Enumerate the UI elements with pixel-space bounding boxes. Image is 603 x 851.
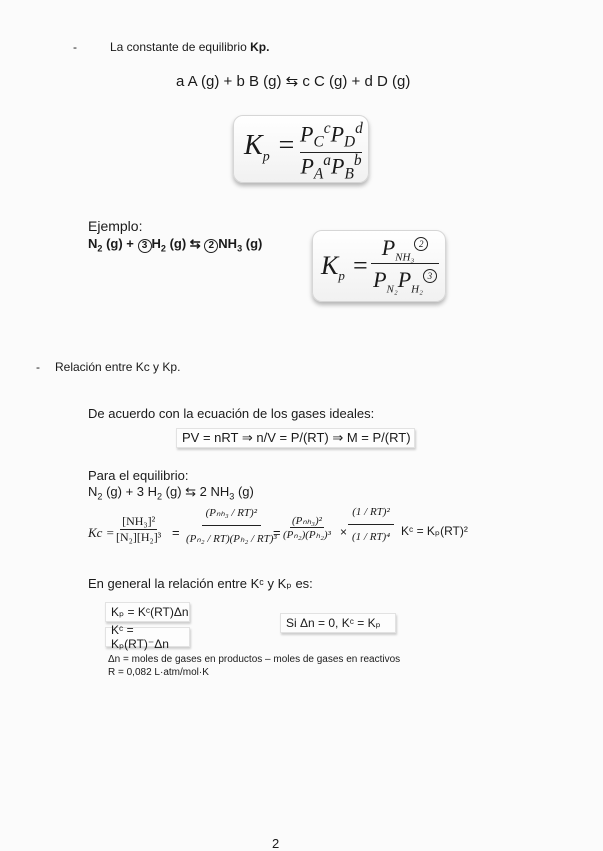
ideal-gas-box: PV = nRT ⇒ n/V = P/(RT) ⇒ M = P/(RT) <box>176 428 415 448</box>
kc-label: Kc = <box>88 525 115 540</box>
rt-numerator: (1 / RT)² <box>348 500 394 525</box>
heading-kp <box>110 40 269 54</box>
big-fraction <box>182 500 281 551</box>
mid-fraction <box>283 514 331 541</box>
bullet-1: - <box>73 40 77 54</box>
kc-fraction <box>116 514 161 545</box>
kc-numerator: [NH₃]² <box>122 514 156 528</box>
big-denominator: (Pₙ₂ / RT)(Pₕ₂ / RT)³ <box>186 533 277 545</box>
example-kp-symbol: $K_p$ = <box>321 251 369 284</box>
r-constant: R = 0,082 L·atm/mol·K <box>108 667 209 678</box>
coef-circle-nh3: 2 <box>204 239 218 253</box>
kp-numerator: $P_C^cP_D^d$ <box>300 120 363 151</box>
big-numerator: (Pₙₕ₃ / RT)² <box>202 500 261 526</box>
rt-fraction <box>348 500 394 549</box>
equilibrium-reaction: $N_2$ (g) + 3 $H_2$ (g) ⇆ 2 $NH_3$ (g) <box>88 484 254 502</box>
example-title: Ejemplo: <box>88 218 143 234</box>
coef-circle-h2: 3 <box>138 239 152 253</box>
kp-from-kc-box: Kₚ = Kᶜ(RT)Δn <box>105 602 190 622</box>
example-reaction: $N_2$ (g) + 3 $H_2$ (g) ⇆ 2 $NH_3$ (g) <box>88 236 263 254</box>
delta-n-note: Δn = moles de gases en productos – moles de gases en reactivos <box>108 654 401 665</box>
equilibrium-label: Para el equilibrio: <box>88 468 189 483</box>
example-kp-denominator: $P_{N_2}P_{H_2}^3$ <box>371 267 439 295</box>
kp-symbol: $K_p$ = <box>244 130 296 165</box>
general-equation: a A (g) + b B (g) ⇆ c C (g) + d D (g) <box>176 73 411 90</box>
mid-denominator: (Pₙ₂)(Pₕ₂)³ <box>283 529 331 541</box>
delta-zero-box: Si Δn = 0, Kᶜ = Kₚ <box>280 613 396 633</box>
equals-1: = <box>172 525 180 540</box>
example-kp-numerator: $P_{NH_3}^2$ <box>371 235 439 264</box>
heading-kp-text: La constante de equilibrio <box>110 40 251 54</box>
kc-denominator: [N₂][H₂]³ <box>116 530 162 544</box>
page-number: 2 <box>272 836 280 851</box>
heading-kc-kp: Relación entre Kc y Kp. <box>55 360 181 374</box>
bullet-2: - <box>36 360 40 374</box>
kp-denominator: $P_A^aP_B^b$ <box>300 152 362 183</box>
mid-numerator: (Pₙₕ₃)² <box>291 515 322 527</box>
ideal-gas-text: De acuerdo con la ecuación de los gases ideales: <box>88 406 375 421</box>
example-kp-box <box>312 230 446 302</box>
kp-formula-box <box>233 115 369 183</box>
equals-2: = <box>273 525 281 540</box>
general-relation-text: En general la relación entre Kᶜ y Kₚ es: <box>88 576 313 591</box>
heading-kp-bold: Kp. <box>250 40 270 54</box>
times-sign: × <box>340 525 348 539</box>
kc-from-kp-box: Kᶜ = Kₚ(RT)⁻Δn <box>105 627 190 647</box>
rt-denominator: (1 / RT)⁴ <box>352 531 391 543</box>
kc-result: Kᶜ = Kₚ(RT)² <box>401 524 468 538</box>
